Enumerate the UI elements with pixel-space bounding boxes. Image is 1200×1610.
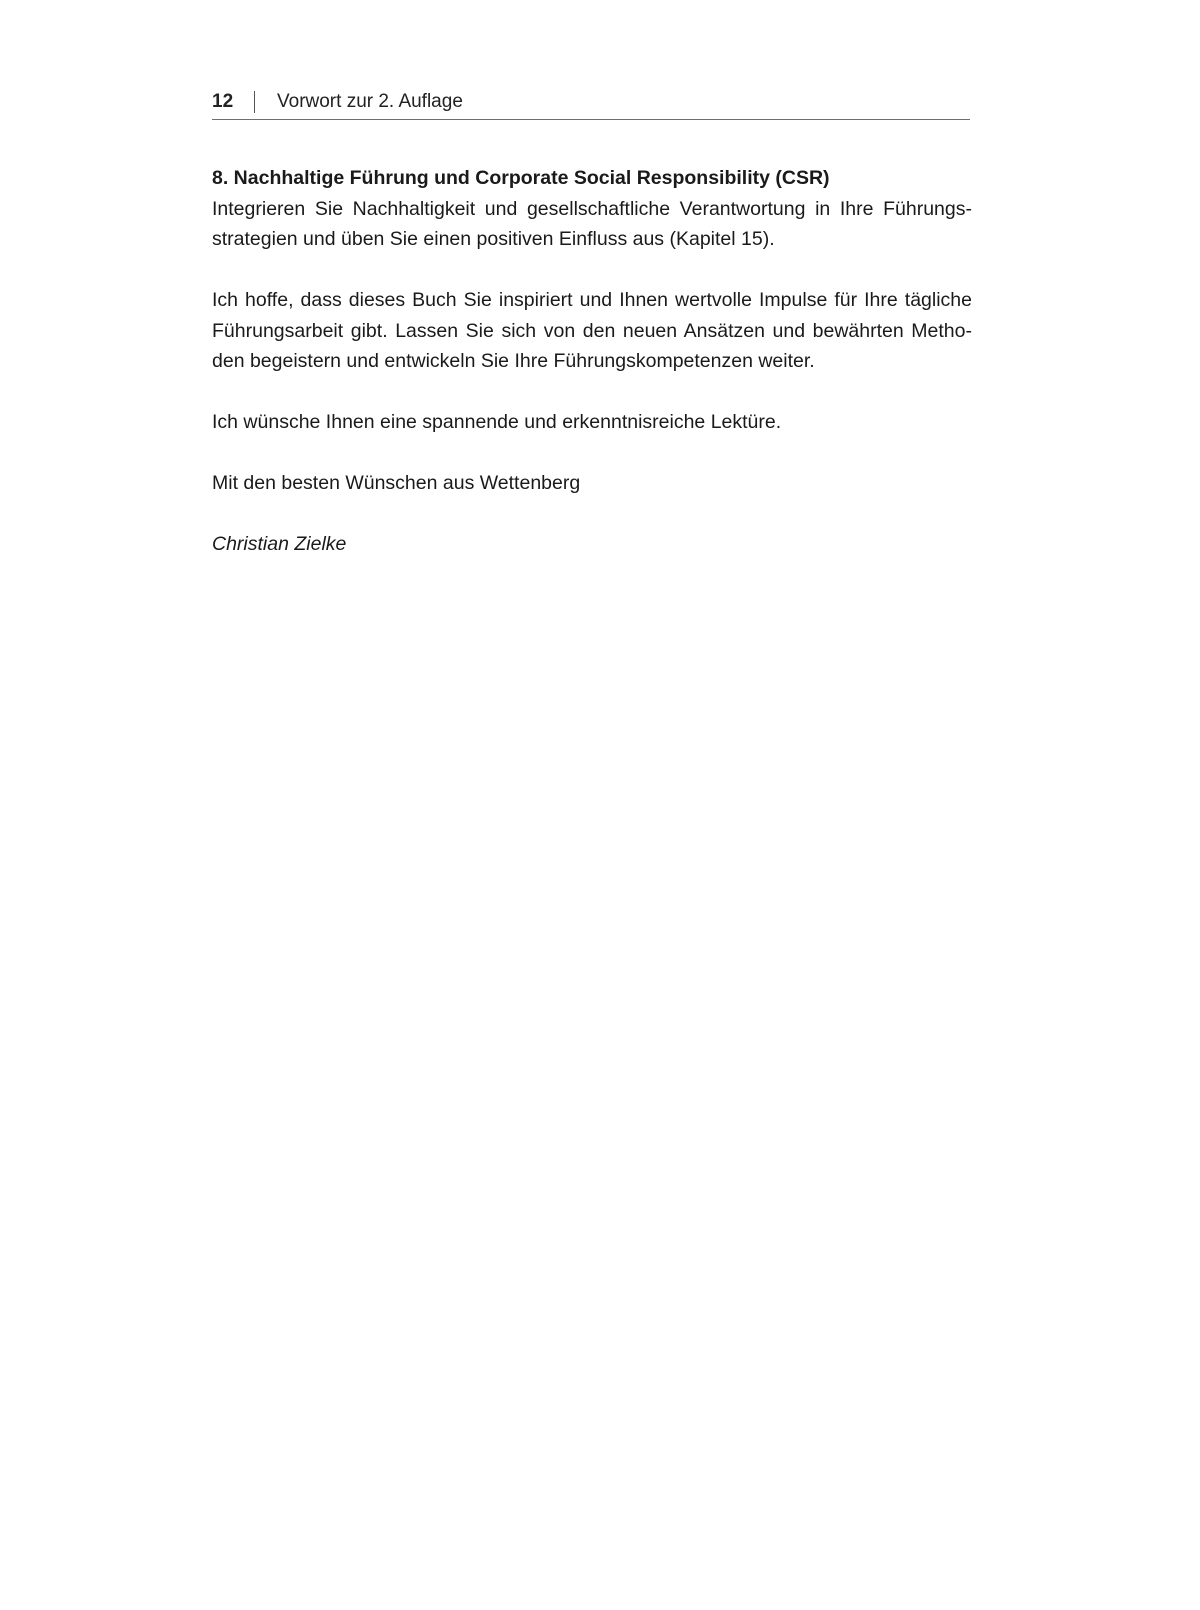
header-separator	[254, 91, 255, 113]
closing-line: Mit den besten Wünschen aus Wettenberg	[212, 472, 581, 494]
section-body-line: strategien und üben Sie einen positiven Einfluss aus (Kapitel 15).	[212, 228, 775, 250]
section-body-line: Integrieren Sie Nachhaltigkeit und gesellschaftliche Verantwortung in Ihre Führungs-	[212, 197, 972, 220]
paragraph-line: den begeistern und entwickeln Sie Ihre Führungskompetenzen weiter.	[212, 350, 815, 372]
paragraph-wish: Ich wünsche Ihnen eine spannende und erkenntnisreiche Lektüre.	[212, 411, 782, 433]
paragraph-line: Führungsarbeit gibt. Lassen Sie sich von den neuen Ansätzen und bewährten Metho-	[212, 319, 972, 342]
author-signature: Christian Zielke	[212, 533, 347, 555]
section-heading: 8. Nachhaltige Führung und Corporate Social Responsibility (CSR)	[212, 167, 830, 189]
running-title: Vorwort zur 2. Auflage	[277, 91, 463, 112]
page-number: 12	[212, 91, 234, 112]
section-csr	[212, 163, 972, 255]
paragraph-line: Ich hoffe, dass dieses Buch Sie inspiriert und Ihnen wertvolle Impulse für Ihre tägliche	[212, 289, 972, 311]
header-rule	[212, 119, 970, 120]
running-head	[212, 86, 970, 118]
page-body	[212, 163, 972, 590]
paragraph-hope	[212, 285, 972, 377]
